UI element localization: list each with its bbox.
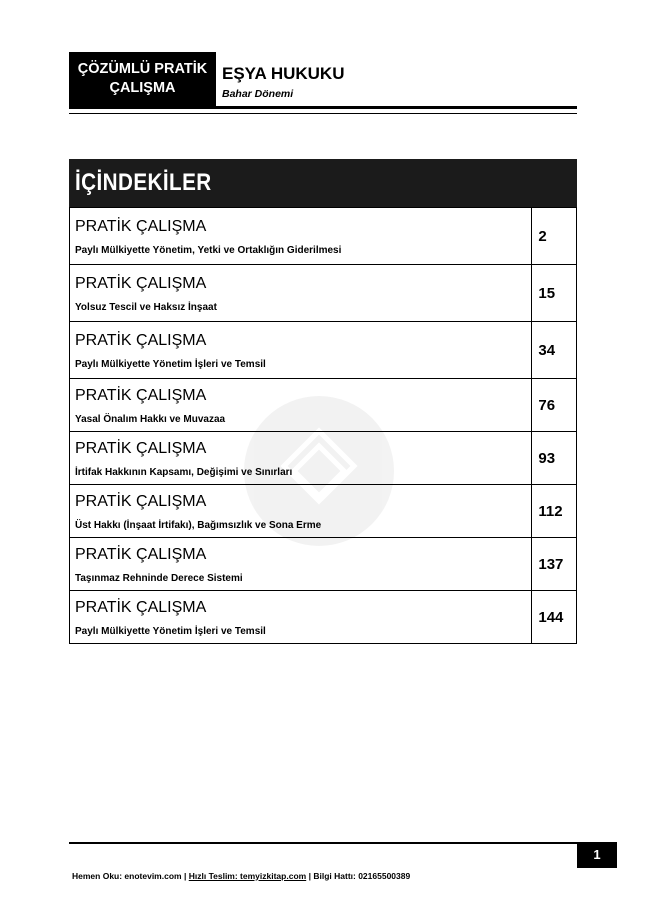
toc-row[interactable]: [70, 208, 577, 265]
toc-entry-title: Taşınmaz Rehninde Derece Sistemi: [75, 572, 243, 584]
toc-row[interactable]: [70, 538, 577, 591]
footer-info-line: Bilgi Hattı: 02165500389: [313, 871, 411, 881]
document-subtitle: Bahar Dönemi: [222, 88, 294, 100]
toc-entry-kicker: PRATİK ÇALIŞMA: [75, 386, 207, 404]
toc-entry-kicker: PRATİK ÇALIŞMA: [75, 545, 207, 563]
toc-entry-title: İrtifak Hakkının Kapsamı, Değişimi ve Sınırları: [75, 466, 293, 478]
toc-entry-kicker: PRATİK ÇALIŞMA: [75, 492, 207, 510]
toc-row[interactable]: [70, 432, 577, 485]
header-divider-thin: [69, 113, 577, 114]
footer-read-online: Hemen Oku: enotevim.com: [72, 871, 182, 881]
footer-divider: [69, 842, 577, 844]
toc-entry-page: 144: [532, 591, 577, 644]
toc-entry-page: 112: [532, 485, 577, 538]
toc-row[interactable]: [70, 322, 577, 379]
footer-separator: |: [183, 871, 187, 881]
toc-entry-title: Yasal Önalım Hakkı ve Muvazaa: [75, 413, 226, 425]
toc-entry-kicker: PRATİK ÇALIŞMA: [75, 439, 207, 457]
toc-entry-page: 76: [532, 379, 577, 432]
toc-entry-page: 15: [532, 265, 577, 322]
header-divider-thick: [69, 106, 577, 109]
footer-links: [72, 871, 410, 881]
toc-entry-title: Paylı Mülkiyette Yönetim İşleri ve Temsil: [75, 625, 266, 637]
toc-row[interactable]: [70, 485, 577, 538]
toc-entry-title: Paylı Mülkiyette Yönetim, Yetki ve Ortaklığın Giderilmesi: [75, 244, 342, 256]
toc-entry-title: Paylı Mülkiyette Yönetim İşleri ve Temsil: [75, 358, 266, 370]
toc-entry-page: 34: [532, 322, 577, 379]
toc-table: [69, 207, 577, 644]
document-header: [69, 52, 577, 106]
toc-entry-kicker: PRATİK ÇALIŞMA: [75, 598, 207, 616]
toc-entry-page: 2: [532, 208, 577, 265]
page-number: 1: [577, 842, 617, 868]
footer-separator: |: [308, 871, 311, 881]
toc-entry-page: 137: [532, 538, 577, 591]
series-badge: [69, 52, 216, 106]
toc-entry-title: Yolsuz Tescil ve Haksız İnşaat: [75, 301, 217, 313]
document-title: EŞYA HUKUKU: [222, 64, 345, 83]
toc-heading: İÇİNDEKİLER: [69, 159, 577, 207]
toc-entry-title: Üst Hakkı (İnşaat İrtifakı), Bağımsızlık ve Sona Erme: [75, 519, 322, 531]
toc-entry-kicker: PRATİK ÇALIŞMA: [75, 217, 207, 235]
toc-row[interactable]: [70, 379, 577, 432]
toc-entry-page: 93: [532, 432, 577, 485]
toc-entry-kicker: PRATİK ÇALIŞMA: [75, 331, 207, 349]
toc-row[interactable]: [70, 591, 577, 644]
table-of-contents: [69, 159, 577, 644]
series-badge-line2: ÇALIŞMA: [109, 80, 176, 96]
footer-fast-delivery-link[interactable]: Hızlı Teslim: temyizkitap.com: [188, 871, 307, 881]
series-badge-line1: ÇÖZÜMLÜ PRATİK: [77, 61, 208, 77]
toc-entry-kicker: PRATİK ÇALIŞMA: [75, 274, 207, 292]
toc-row[interactable]: [70, 265, 577, 322]
